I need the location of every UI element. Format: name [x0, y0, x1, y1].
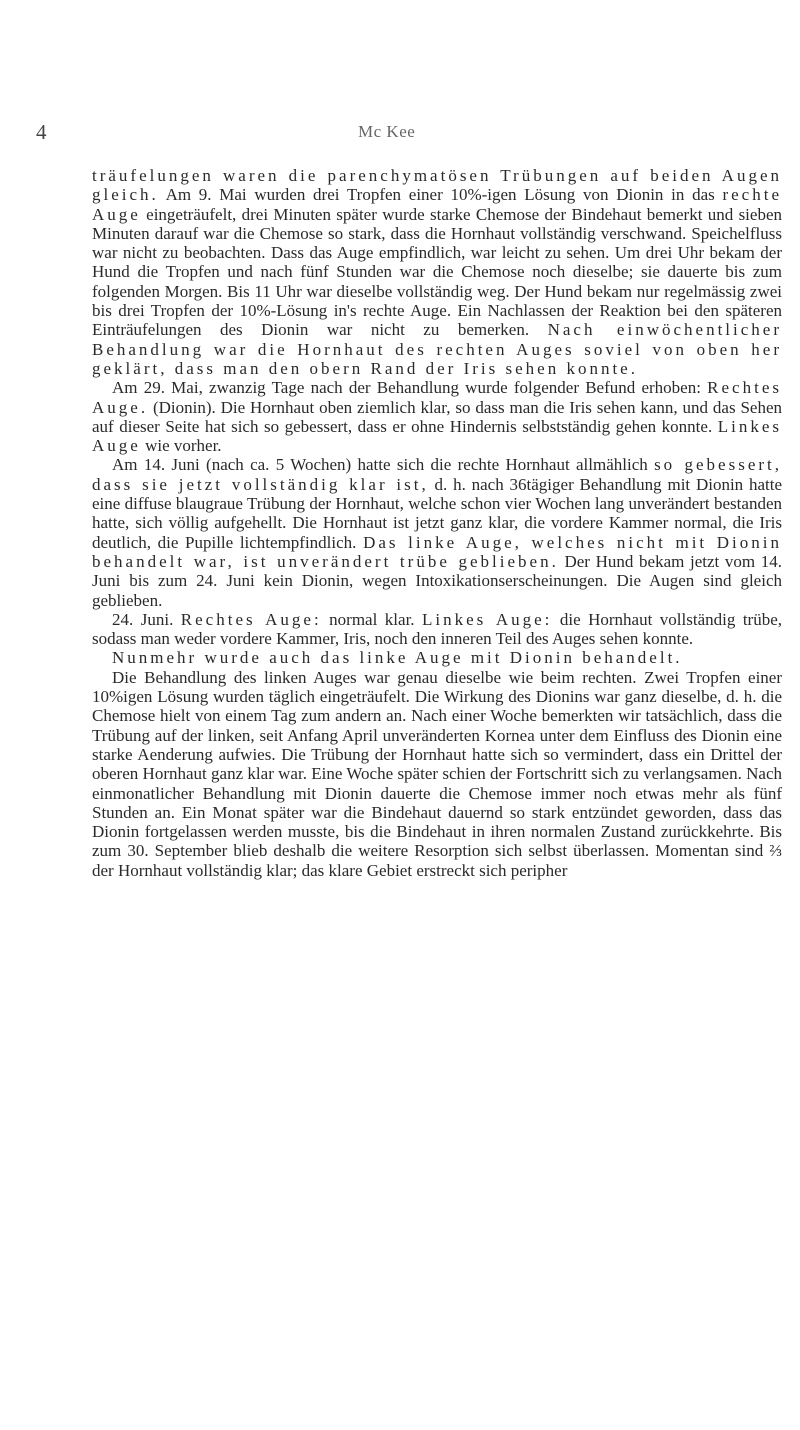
emphasized-text: Linkes Auge [92, 416, 782, 456]
body-text [92, 166, 782, 880]
paragraph-2 [92, 378, 782, 455]
text-run: Am 14. Juni (nach ca. 5 Wochen) hatte sich die rechte Hornhaut allmählich [112, 455, 655, 475]
emphasized-text: träufelungen waren die parenchymatösen Trübungen auf beiden Augen gleich. [92, 166, 782, 205]
emphasized-text: Das linke Auge, welches nicht mit Dionin behandelt war, ist unverändert trübe geblieben. [92, 532, 783, 571]
emphasized-text: Rechtes Auge. [92, 378, 782, 417]
emphasized-text: Linkes Auge: [422, 609, 553, 629]
text-run: 24. Juni. [112, 609, 181, 629]
page-header [36, 120, 776, 150]
paragraph-1 [92, 166, 782, 378]
text-run: eingeträufelt, drei Minuten später wurde starke Chemose der Bindehaut bemerkt und sieben Minuten darauf war die Chemose so stark, dass die Hornhaut vollständig verschwand. Speichelfluss war nicht zu beobachten. Dass das Auge empfindlich, war leicht zu sehen. Um drei Uhr bekam der Hund die Tropfen und nach fünf Stunden war die Chemose noch dieselbe; sie dauerte bis zum folgenden Morgen. Bis 11 Uhr war dieselbe vollständig weg. Der Hund bekam nur regelmässig zwei bis drei Tropfen der 10%-Lösung in's rechte Auge. Ein Nachlassen der Reaktion bei den späteren Einträufelungen des Dionin war nicht zu bemerken. [92, 204, 782, 340]
emphasized-text: Nunmehr wurde auch das linke Auge mit Dionin behandelt. [112, 648, 683, 668]
paragraph-5 [92, 648, 782, 667]
paragraph-4 [92, 610, 782, 649]
text-run: Am 29. Mai, zwanzig Tage nach der Behandlung wurde folgender Befund erhoben: [112, 378, 708, 398]
text-run: d. h. nach 36tägiger Behandlung mit Dionin hatte eine diffuse blaugraue Trübung der Hornhaut, welche schon vier Wochen lang unverändert bestanden hatte, sich völlig aufgehellt. Die Hornhaut ist jetzt ganz klar, die vordere Kammer normal, die Iris deutlich, die Pupille lichtempfindlich. [92, 474, 783, 552]
emphasized-text: rechte Auge [92, 185, 782, 224]
text-run: Der Hund bekam jetzt vom 14. Juni bis zum 24. Juni kein Dionin, wegen Intoxikationserscheinungen. Die Augen sind gleich geblieben. [92, 551, 782, 610]
text-run: normal klar. [321, 609, 423, 629]
text-run: die Hornhaut vollständig trübe, sodass man weder vordere Kammer, Iris, noch den inneren Teil des Auges sehen konnte. [92, 609, 782, 649]
page-number: 4 [36, 120, 47, 144]
paragraph-3 [92, 455, 782, 609]
paragraph-6 [92, 668, 782, 880]
running-head: Mc Kee [358, 122, 416, 141]
emphasized-text: Nach einwöchentlicher Behandlung war die Hornhaut des rechten Auges soviel von oben her geklärt, dass man den obern Rand der Iris sehen konnte. [92, 320, 782, 378]
text-run: Am 9. Mai wurden drei Tropfen einer 10%-igen Lösung von Dionin in das [158, 185, 723, 205]
text-run: wie vorher. [140, 436, 222, 456]
emphasized-text: Rechtes Auge: [180, 609, 322, 629]
text-run: (Dionin). Die Hornhaut oben ziemlich klar, so dass man die Iris sehen kann, und das Sehen auf dieser Seite hat sich so gebessert, dass er ohne Hindernis selbstständig gehen konnte. [92, 397, 782, 436]
text-run: Die Behandlung des linken Auges war genau dieselbe wie beim rechten. Zwei Tropfen einer 10%igen Lösung wurden täglich eingeträufelt. Die Wirkung des Dionins war ganz dieselbe, d. h. die Chemose hielt von einem Tag zum andern an. Nach einer Woche bemerkten wir tatsächlich, dass die Trübung auf der linken, seit Anfang April unveränderten Kornea unter dem Einfluss des Dionin eine starke Aenderung aufwies. Die Trübung der Hornhaut hatte sich so vermindert, dass ein Drittel der oberen Hornhaut ganz klar war. Eine Woche später schien der Fortschritt sich zu verlangsamen. Nach einmonatlicher Behandlung mit Dionin dauerte die Chemose immer noch etwas mehr als fünf Stunden an. Ein Monat später war die Bindehaut dauernd so stark entzündet geworden, dass das Dionin fortgelassen werden musste, bis die Bindehaut in ihren normalen Zustand zurückkehrte. Bis zum 30. September blieb deshalb die weitere Resorption sich selbst überlassen. Momentan sind ⅔ der Hornhaut vollständig klar; das klare Gebiet erstreckt sich peripher [92, 667, 782, 880]
emphasized-text: so gebessert, dass sie jetzt vollständig klar ist, [92, 455, 782, 494]
